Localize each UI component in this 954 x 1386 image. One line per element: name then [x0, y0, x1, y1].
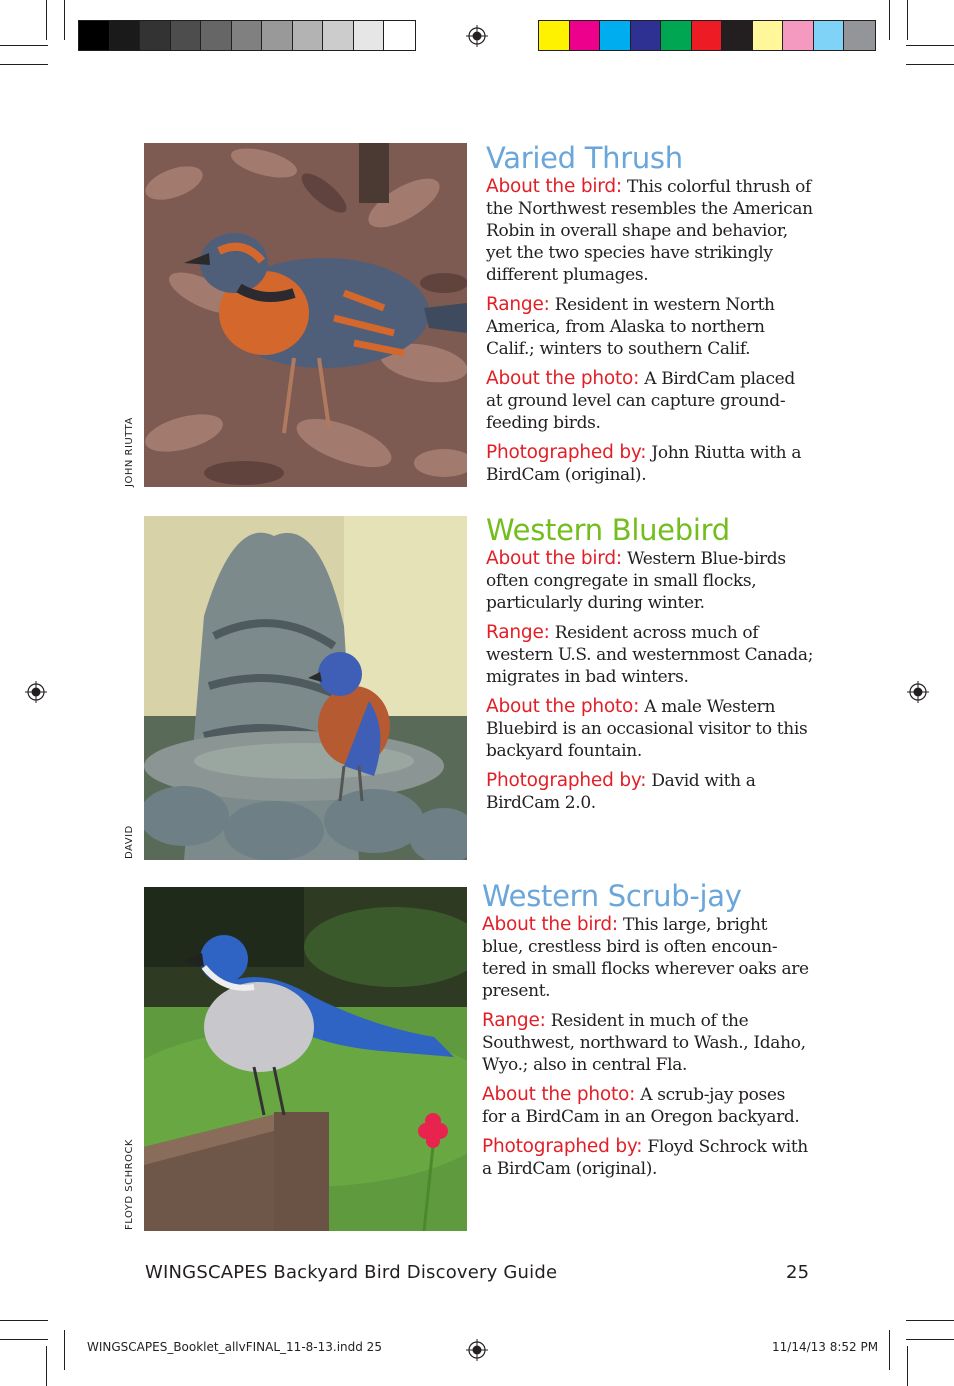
section-text: Resident in much of the Southwest, northward to Wash., Idaho, Wyo.; also in central Fla. [482, 1011, 806, 1075]
section-text: A male Western Bluebird is an occasional visitor to this backyard fountain. [486, 697, 808, 761]
range-paragraph [486, 622, 814, 688]
about-photo-paragraph [486, 368, 814, 434]
photographer-paragraph [486, 770, 814, 814]
section-label: Photographed by: [486, 770, 647, 791]
color-swatch [79, 21, 110, 50]
process-color-bar [538, 20, 876, 51]
western-scrub-jay-photo [144, 887, 467, 1231]
registration-mark-icon [466, 25, 488, 47]
color-swatch [844, 21, 875, 50]
color-swatch [570, 21, 601, 50]
bird-title: Western Scrub-jay [482, 879, 742, 913]
section-label: About the bird: [482, 914, 618, 935]
about-photo-paragraph [482, 1084, 810, 1128]
registration-mark-icon [25, 681, 47, 703]
photographer-paragraph [486, 442, 814, 486]
color-swatch [262, 21, 293, 50]
color-swatch [293, 21, 324, 50]
section-label: Photographed by: [482, 1136, 643, 1157]
section-label: About the bird: [486, 548, 622, 569]
registration-mark-icon [466, 1339, 488, 1361]
section-label: Range: [486, 622, 550, 643]
color-swatch [753, 21, 784, 50]
section-label: About the photo: [486, 368, 640, 389]
guide-title-footer: WINGSCAPES Backyard Bird Discovery Guide [145, 1262, 558, 1283]
color-swatch [171, 21, 202, 50]
color-swatch [692, 21, 723, 50]
section-text: Floyd Schrock with a BirdCam (original). [482, 1137, 808, 1179]
section-text: John Riutta with a BirdCam (original). [486, 443, 802, 485]
color-swatch [140, 21, 171, 50]
about-bird-paragraph [482, 914, 810, 1002]
grayscale-color-bar [78, 20, 416, 51]
slug-filename: WINGSCAPES_Booklet_allvFINAL_11-8-13.indd 25 [87, 1340, 382, 1354]
color-swatch [539, 21, 570, 50]
color-swatch [661, 21, 692, 50]
section-text: Western Blue-birds often congregate in small flocks, particularly during winter. [486, 549, 786, 613]
photo-credit: DAVID [124, 825, 135, 859]
photo-credit: FLOYD SCHROCK [124, 1139, 135, 1230]
about-photo-paragraph [486, 696, 814, 762]
bird-entry [486, 142, 814, 494]
color-swatch [600, 21, 631, 50]
bird-title: Varied Thrush [486, 141, 683, 175]
color-swatch [722, 21, 753, 50]
varied-thrush-photo [144, 143, 467, 487]
about-bird-paragraph [486, 548, 814, 614]
section-text: A BirdCam placed at ground level can capture ground-feeding birds. [486, 369, 795, 433]
section-text: David with a BirdCam 2.0. [486, 771, 756, 813]
page-number: 25 [786, 1262, 810, 1283]
color-swatch [631, 21, 662, 50]
range-paragraph [486, 294, 814, 360]
section-label: Range: [486, 294, 550, 315]
section-text: A scrub-jay poses for a BirdCam in an Oregon backyard. [482, 1085, 800, 1127]
section-label: About the photo: [482, 1084, 636, 1105]
section-label: Photographed by: [486, 442, 647, 463]
slug-timestamp: 11/14/13 8:52 PM [772, 1340, 879, 1354]
registration-mark-icon [907, 681, 929, 703]
color-swatch [384, 21, 415, 50]
bird-entry [486, 514, 814, 822]
color-swatch [323, 21, 354, 50]
section-label: Range: [482, 1010, 546, 1031]
color-swatch [201, 21, 232, 50]
section-text: Resident in western North America, from Alaska to northern Calif.; winters to southern Calif. [486, 295, 775, 359]
color-swatch [354, 21, 385, 50]
color-swatch [814, 21, 845, 50]
color-swatch [110, 21, 141, 50]
western-bluebird-photo [144, 516, 467, 860]
section-text: Resident across much of western U.S. and westernmost Canada; migrates in bad winters. [486, 623, 814, 687]
color-swatch [232, 21, 263, 50]
about-bird-paragraph [486, 176, 814, 286]
photographer-paragraph [482, 1136, 810, 1180]
section-label: About the bird: [486, 176, 622, 197]
section-text: This large, bright blue, crestless bird is often encoun-tered in small flocks wherever oaks are present. [482, 915, 809, 1001]
section-label: About the photo: [486, 696, 640, 717]
color-swatch [783, 21, 814, 50]
range-paragraph [482, 1010, 810, 1076]
bird-title: Western Bluebird [486, 513, 730, 547]
photo-credit: JOHN RIUTTA [124, 417, 135, 487]
bird-entry [482, 880, 810, 1188]
section-text: This colorful thrush of the Northwest resembles the American Robin in overall shape and behavior, yet the two species have strikingly different plumages. [486, 177, 813, 285]
